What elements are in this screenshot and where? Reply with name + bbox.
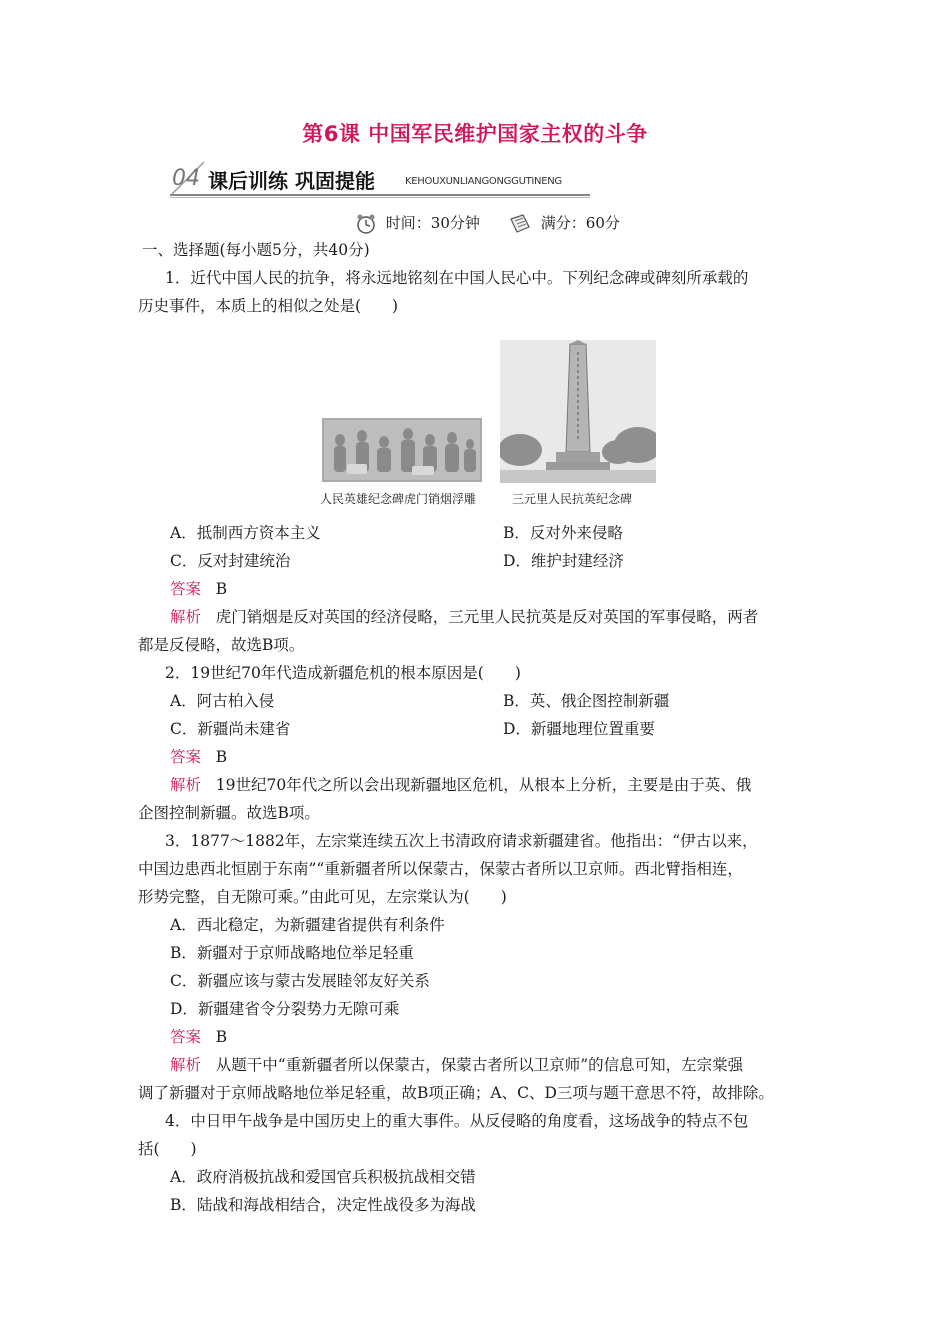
q3-stem-line1: 3．1877～1882年，左宗棠连续五次上书清政府请求新疆建省。他指出：“伊古以来， <box>165 832 758 850</box>
banner-divider-thin <box>170 197 590 198</box>
analysis-text: 从题干中“重新疆者所以保蒙古，保蒙古者所以卫京师”的信息可知，左宗棠强 <box>215 1056 744 1074</box>
score-info <box>508 212 620 235</box>
q4-stem-line2: 括( ) <box>138 1140 197 1158</box>
section-title: 一、选择题(每小题5分，共40分) <box>142 241 370 259</box>
q1-option-d: D．维护封建经济 <box>503 552 624 570</box>
q3-option-d: D．新疆建省令分裂势力无隙可乘 <box>170 1000 400 1018</box>
banner-number: 04 <box>172 166 200 191</box>
q2-answer <box>170 747 227 767</box>
q3-stem-line3: 形势完整，自无隙可乘。”由此可见，左宗棠认为( ) <box>138 888 507 906</box>
q3-analysis-line2: 调了新疆对于京师战略地位举足轻重，故B项正确；A、C、D三项与题干意思不符，故排除。 <box>138 1084 774 1102</box>
banner-title: 课后训练 巩固提能 <box>208 169 375 193</box>
lesson-title: 第6课 中国军民维护国家主权的斗争 <box>302 122 648 146</box>
q1-stem-line1: 1．近代中国人民的抗争，将永远地铭刻在中国人民心中。下列纪念碑或碑刻所承载的 <box>165 269 749 287</box>
monument-caption: 三元里人民抗英纪念碑 <box>512 492 633 506</box>
q2-option-b: B．英、俄企图控制新疆 <box>503 692 670 710</box>
q2-option-c: C．新疆尚未建省 <box>170 720 291 738</box>
q1-analysis-line2: 都是反侵略，故选B项。 <box>138 636 305 654</box>
relief-image <box>322 418 482 482</box>
q1-answer <box>170 579 227 599</box>
q3-option-a: A．西北稳定，为新疆建省提供有利条件 <box>170 916 445 934</box>
q1-analysis-line1 <box>170 607 758 627</box>
q2-analysis-line1 <box>170 775 751 795</box>
section-banner <box>170 160 590 200</box>
clock-icon <box>355 213 377 235</box>
relief-caption: 人民英雄纪念碑虎门销烟浮雕 <box>320 492 477 506</box>
monument-image <box>500 340 656 483</box>
time-info <box>355 212 480 235</box>
q1-option-b: B．反对外来侵略 <box>503 524 623 542</box>
q2-stem-line1: 2．19世纪70年代造成新疆危机的根本原因是( ) <box>165 664 521 682</box>
q3-stem-line2: 中国边患西北恒剧于东南”“重新疆者所以保蒙古，保蒙古者所以卫京师。西北臂指相连， <box>138 860 743 878</box>
analysis-text: 19世纪70年代之所以会出现新疆地区危机，从根本上分析，主要是由于英、俄 <box>215 776 752 794</box>
answer-label: 答案 <box>170 748 202 766</box>
answer-value: B <box>215 748 228 766</box>
analysis-label: 解析 <box>170 608 202 626</box>
q4-stem-line1: 4．中日甲午战争是中国历史上的重大事件。从反侵略的角度看，这场战争的特点不包 <box>165 1112 749 1130</box>
answer-label: 答案 <box>170 580 202 598</box>
q3-answer <box>170 1027 227 1047</box>
q3-analysis-line1 <box>170 1055 743 1075</box>
q2-analysis-line2: 企图控制新疆。故选B项。 <box>138 804 320 822</box>
q3-option-c: C．新疆应该与蒙古发展睦邻友好关系 <box>170 972 430 990</box>
analysis-label: 解析 <box>170 776 202 794</box>
q1-stem-line2: 历史事件，本质上的相似之处是( ) <box>138 297 399 315</box>
q1-option-c: C．反对封建统治 <box>170 552 291 570</box>
q1-option-a: A．抵制西方资本主义 <box>170 524 321 542</box>
banner-divider <box>170 194 590 196</box>
banner-subtitle: KEHOUXUNLIANGONGGUTINENG <box>405 176 562 187</box>
answer-value: B <box>215 1028 228 1046</box>
q2-option-d: D．新疆地理位置重要 <box>503 720 655 738</box>
answer-value: B <box>215 580 228 598</box>
analysis-label: 解析 <box>170 1056 202 1074</box>
answer-label: 答案 <box>170 1028 202 1046</box>
relief-carving-icon <box>322 418 482 482</box>
q2-option-a: A．阿古柏入侵 <box>170 692 275 710</box>
paper-icon <box>508 213 532 235</box>
q3-option-b: B．新疆对于京师战略地位举足轻重 <box>170 944 414 962</box>
q4-option-a: A．政府消极抗战和爱国官兵积极抗战相交错 <box>170 1168 476 1186</box>
analysis-text: 虎门销烟是反对英国的经济侵略，三元里人民抗英是反对英国的军事侵略，两者 <box>215 608 759 626</box>
monument-icon <box>500 340 656 483</box>
time-label: 时间：30分钟 <box>385 214 480 232</box>
score-label: 满分：60分 <box>540 214 620 232</box>
q4-option-b: B．陆战和海战相结合，决定性战役多为海战 <box>170 1196 476 1214</box>
